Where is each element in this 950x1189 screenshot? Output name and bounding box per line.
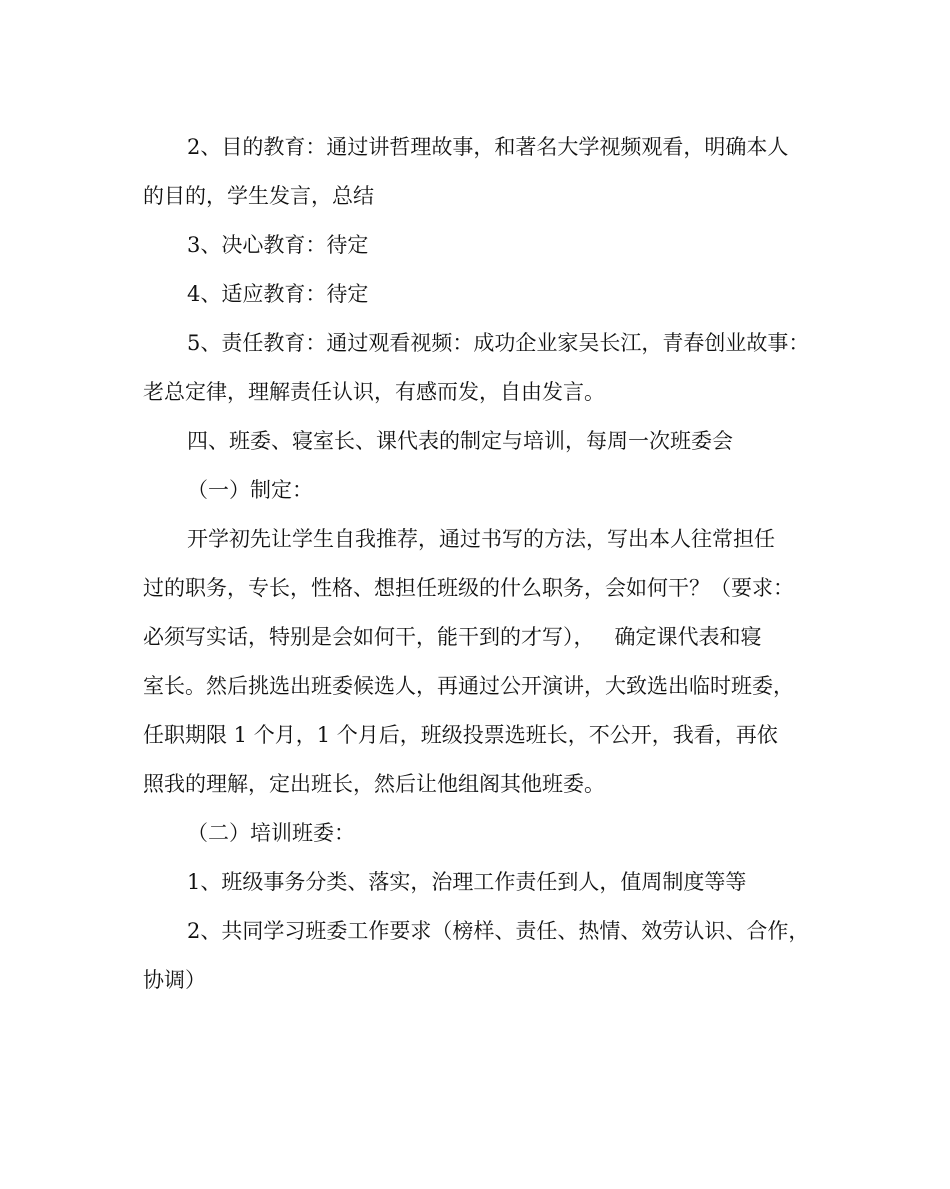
paragraph-goal-education-cont: 的目的，学生发言，总结 bbox=[143, 184, 374, 208]
paragraph-formulation-line-5: 任职期限 1 个月，1 个月后，班级投票选班长，不公开，我看，再依 bbox=[143, 723, 778, 747]
paragraph-goal-education: 2、目的教育：通过讲哲理故事，和著名大学视频观看，明确本人 bbox=[187, 135, 789, 159]
paragraph-formulation-line-1: 开学初先让学生自我推荐，通过书写的方法，写出本人往常担任 bbox=[187, 527, 775, 551]
paragraph-formulation-line-3: 必须写实话，特别是会如何干，能干到的才写）， 确定课代表和寝 bbox=[143, 625, 762, 649]
list-item-training-1: 1、班级事务分类、落实，治理工作责任到人，值周制度等等 bbox=[187, 870, 747, 894]
list-item-training-2-cont: 协调） bbox=[143, 968, 206, 992]
paragraph-formulation-line-4: 室长。然后挑选出班委候选人，再通过公开演讲，大致选出临时班委， bbox=[143, 674, 794, 698]
paragraph-formulation-line-2: 过的职务，专长，性格、想担任班级的什么职务，会如何干？（要求： bbox=[143, 576, 794, 600]
section-heading-class-committee: 四、班委、寝室长、课代表的制定与培训，每周一次班委会 bbox=[187, 429, 733, 453]
subheading-training: （二）培训班委： bbox=[187, 821, 355, 845]
paragraph-formulation-line-6: 照我的理解，定出班长，然后让他组阁其他班委。 bbox=[143, 772, 605, 796]
paragraph-responsibility-education-cont: 老总定律，理解责任认识，有感而发，自由发言。 bbox=[143, 380, 605, 404]
paragraph-determination-education: 3、决心教育：待定 bbox=[187, 233, 369, 257]
paragraph-responsibility-education: 5、责任教育：通过观看视频：成功企业家吴长江，青春创业故事： bbox=[187, 331, 810, 355]
subheading-formulation: （一）制定： bbox=[187, 478, 313, 502]
list-item-training-2: 2、共同学习班委工作要求（榜样、责任、热情、效劳认识、合作， bbox=[187, 919, 810, 943]
paragraph-adaptation-education: 4、适应教育：待定 bbox=[187, 282, 369, 306]
